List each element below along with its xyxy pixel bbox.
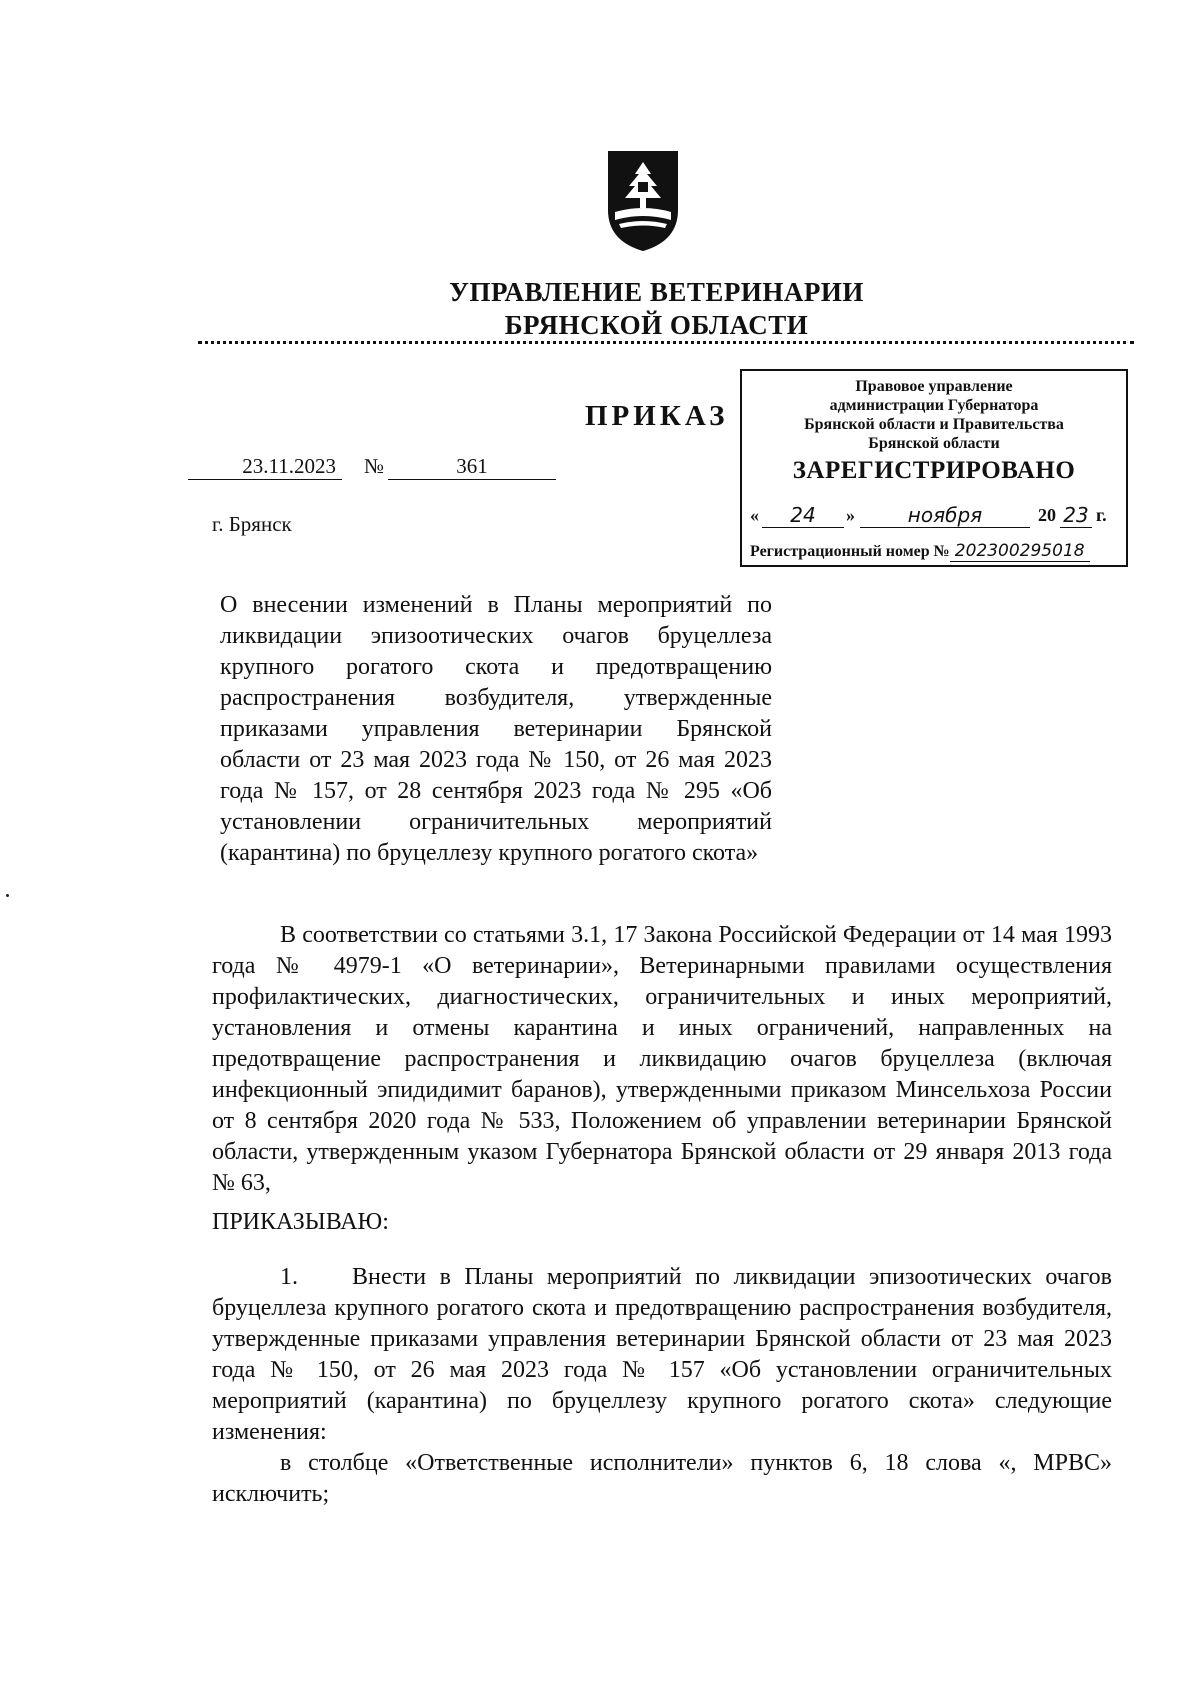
stamp-registration-number bbox=[750, 541, 1090, 562]
stamp-regnum-label: Регистрационный номер № bbox=[750, 543, 950, 560]
stamp-org-line-2: администрации Губернатора bbox=[829, 397, 1039, 414]
organization-title bbox=[0, 276, 1200, 342]
order-word: ПРИКАЗЫВАЮ: bbox=[212, 1209, 389, 1235]
order-number: 361 bbox=[388, 454, 556, 480]
city: г. Брянск bbox=[212, 512, 292, 536]
stamp-month: ноября bbox=[860, 503, 1030, 528]
stamp-year-suffix: 23 bbox=[1060, 503, 1092, 528]
stamp-organization bbox=[742, 377, 1126, 453]
stamp-regnum-value: 202300295018 bbox=[950, 541, 1090, 562]
order-item-1: 1. Внести в Планы мероприятий по ликвидации эпизоотических очагов бруцеллеза крупного рогатого скота и предотвращению распространения возбудителя, утвержденные приказами управления ветеринарии Брянской области от 23 мая 2023 года № 150, от 26 мая 2023 года № 157 «Об установлении ограничительных мероприятий (карантина) по бруцеллезу крупного рогатого скота» следующие изменения: bbox=[212, 1264, 1118, 1445]
stamp-quote-open: « bbox=[750, 505, 759, 525]
order-date: 23.11.2023 bbox=[188, 454, 342, 480]
stamp-org-line-1: Правовое управление bbox=[855, 378, 1013, 395]
registration-stamp bbox=[740, 369, 1128, 567]
stamp-org-line-3: Брянской области и Правительства bbox=[804, 416, 1064, 433]
stamp-registered-label: ЗАРЕГИСТРИРОВАНО bbox=[792, 457, 1076, 484]
stamp-year-prefix: 20 bbox=[1038, 505, 1056, 525]
coat-of-arms-icon bbox=[605, 148, 681, 252]
header-divider bbox=[198, 341, 1134, 344]
order-number-label: № bbox=[364, 454, 385, 478]
organization-title-line-1: УПРАВЛЕНИЕ ВЕТЕРИНАРИИ bbox=[449, 277, 864, 307]
organization-title-line-2: БРЯНСКОЙ ОБЛАСТИ bbox=[504, 310, 809, 340]
stamp-org-line-4: Брянской области bbox=[868, 435, 1000, 452]
preamble-paragraph: В соответствии со статьями 3.1, 17 Закона Российской Федерации от 14 мая 1993 года № 4979-1 «О ветеринарии», Ветеринарными правилами осуществления профилактических, диагностических, ограничительных и иных мероприятий, установления и отмены карантина и иных ограничений, направленных на предотвращение распространения и ликвидацию очагов бруцеллеза (включая инфекционный эпидидимит баранов), утвержденными приказом Минсельхоза России от 8 сентября 2020 года № 533, Положением об управлении ветеринарии Брянской области, утвержденным указом Губернатора Брянской области от 29 января 2013 года № 63, bbox=[212, 922, 1112, 1196]
stamp-day: 24 bbox=[762, 503, 844, 528]
order-title: ПРИКАЗ bbox=[585, 400, 729, 432]
order-item-1-subitem: в столбце «Ответственные исполнители» пунктов 6, 18 слова «, МРВС» исключить; bbox=[212, 1450, 1112, 1507]
stamp-date-line bbox=[750, 503, 1118, 531]
order-date-number-line bbox=[188, 454, 568, 484]
stamp-year-unit: г. bbox=[1096, 505, 1107, 525]
stamp-quote-close: » bbox=[846, 505, 855, 525]
scan-speck bbox=[6, 894, 9, 897]
order-subject: О внесении изменений в Планы мероприятий по ликвидации эпизоотических очагов бруцеллеза крупного рогатого скота и предотвращению распространения возбудителя, утвержденные приказами управления ветеринарии Брянской области от 23 мая 2023 года № 150, от 26 мая 2023 года № 157, от 28 сентября 2023 года № 295 «Об установлении ограничительных мероприятий (карантина) по бруцеллезу крупного рогатого скота» bbox=[220, 592, 772, 866]
